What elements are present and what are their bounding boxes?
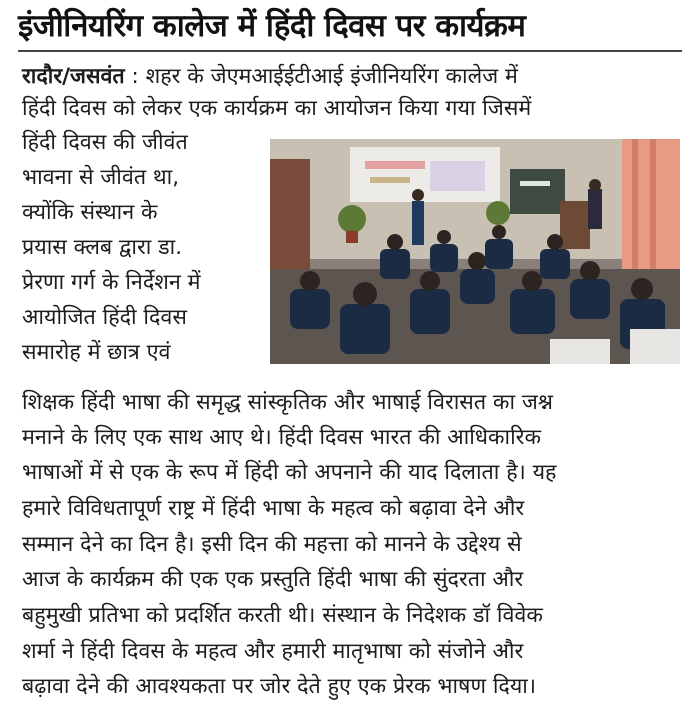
body-line-9: बढ़ावा देने की आवश्यकता पर जोर देते हुए एक प्रेरक भाषण दिया। — [22, 674, 537, 699]
dateline: रादौर/जसवंत — [22, 64, 125, 89]
body-line-2: मनाने के लिए एक साथ आए थे। हिंदी दिवस भारत की आधिकारिक — [22, 425, 541, 450]
article-headline: इंजीनियरिंग कालेज में हिंदी दिवस पर कार्यक्रम — [18, 8, 526, 44]
side-line-4: प्रयास क्लब द्वारा डा. — [22, 235, 183, 260]
side-line-3: क्योंकि संस्थान के — [22, 200, 158, 225]
body-line-8: शर्मा ने हिंदी दिवस के महत्व और हमारी मातृभाषा को संजोने और — [22, 639, 524, 664]
lead-line-1 — [22, 62, 518, 92]
side-line-1: हिंदी दिवस की जीवंत — [22, 130, 188, 155]
side-line-2: भावना से जीवंत था, — [22, 165, 180, 190]
dateline-separator: : — [131, 64, 146, 89]
side-line-6: आयोजित हिंदी दिवस — [22, 305, 187, 330]
body-line-7: बहुमुखी प्रतिभा को प्रदर्शित करती थी। संस्थान के निदेशक डॉ विवेक — [22, 603, 543, 628]
body-line-1: शिक्षक हिंदी भाषा की समृद्ध सांस्कृतिक और भाषाई विरासत का जश्न — [22, 390, 554, 415]
body-line-6: आज के कार्यक्रम की एक एक प्रस्तुति हिंदी भाषा की सुंदरता और — [22, 567, 524, 592]
body-line-3: भाषाओं में से एक के रूप में हिंदी को अपनाने की याद दिलाता है। यह — [22, 460, 557, 485]
headline-divider — [18, 50, 682, 52]
side-line-7: समारोह में छात्र एवं — [22, 340, 171, 365]
body-line-4: हमारे विविधतापूर्ण राष्ट्र में हिंदी भाषा के महत्व को बढ़ावा देने और — [22, 496, 525, 521]
classroom-photo-icon — [270, 139, 680, 364]
lead-line-2: हिंदी दिवस को लेकर एक कार्यक्रम का आयोजन किया गया जिसमें — [22, 96, 532, 121]
classroom-photo — [270, 139, 680, 364]
side-line-5: प्रेरणा गर्ग के निर्देशन में — [22, 270, 201, 295]
body-line-5: सम्मान देने का दिन है। इसी दिन की महत्ता को मानने के उद्देश्य से — [22, 532, 522, 557]
lead-text-1: शहर के जेएमआईईटीआई इंजीनियरिंग कालेज में — [145, 64, 518, 89]
